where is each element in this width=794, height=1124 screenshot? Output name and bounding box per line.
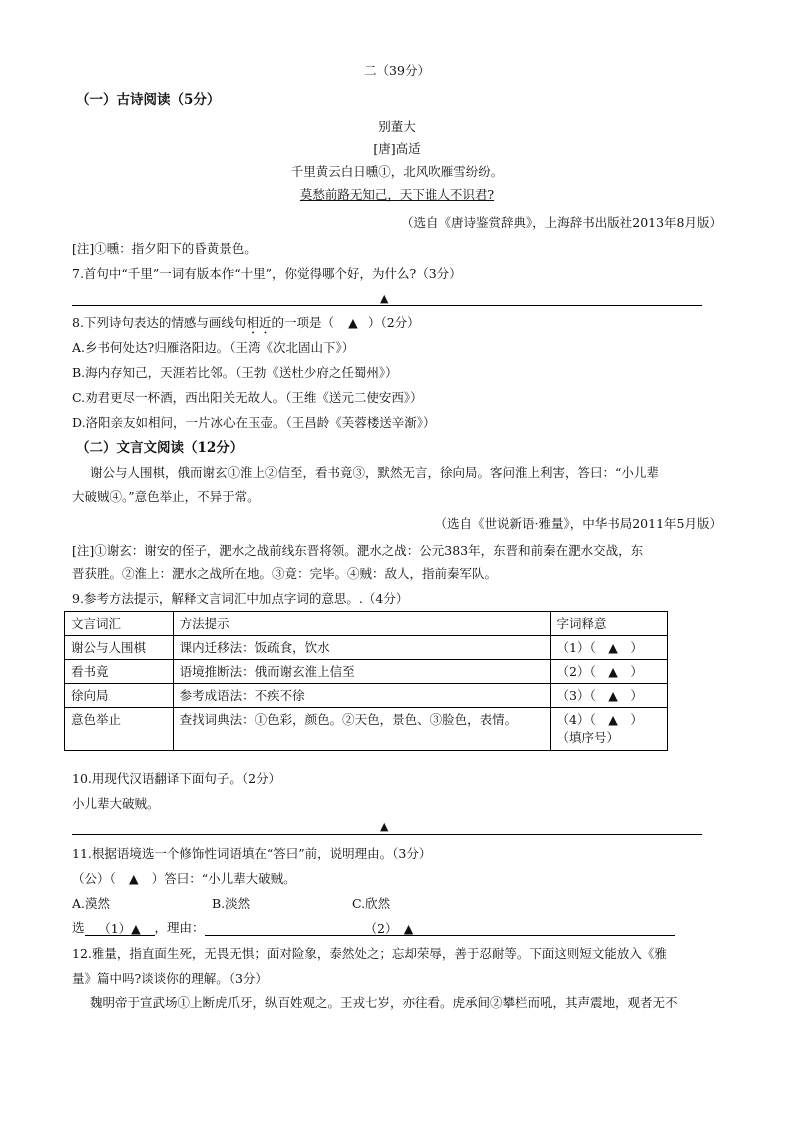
question-11: 11.根据语境选一个修饰性词语填在“答曰”前，说明理由。（3分） — [72, 846, 432, 861]
poem-line-1: 千里黄云白日曛①，北风吹雁雪纷纷。 — [290, 164, 504, 179]
table-row — [65, 660, 668, 684]
poem-line-2-underlined: 莫愁前路无知己，天下谁人不识君? — [299, 187, 495, 202]
table-cell-answer[interactable]: （2）（ ▲ ） — [550, 660, 667, 684]
question-12-line-1: 12.雅量，指直面生死，无畏无惧；面对险象，泰然处之；忘却荣辱，善于忍耐等。下面这则短文能放入《雅 — [72, 946, 667, 961]
fill-in-hint: （填序号） — [556, 730, 620, 745]
part2-heading: （二）文言文阅读（12分） — [76, 440, 244, 456]
table-cell-answer[interactable] — [550, 708, 667, 751]
table-cell-word: 谢公与人围棋 — [65, 636, 174, 660]
table-header: 方法提示 — [173, 612, 550, 636]
q12-passage: 魏明帝于宣武场①上断虎爪牙，纵百姓观之。王戎七岁，亦往看。虎承间②攀栏而吼，其声震地，观者无不 — [90, 995, 678, 1010]
poem-title: 别董大 — [378, 119, 416, 134]
answer-line-q10[interactable] — [72, 834, 702, 835]
table-cell-word: 看书竟 — [65, 660, 174, 684]
q10-sentence: 小儿辈大破贼。 — [72, 796, 160, 811]
q11-answer-blank[interactable]: ▲ — [128, 871, 139, 886]
q8-text-c: ）（2分） — [367, 315, 420, 330]
passage-line-1: 谢公与人围棋，俄而谢玄①淮上②信至，看书竟③，默然无言，徐向局。客问淮上利害，答曰：“小儿辈 — [90, 465, 659, 480]
table-cell-hint: 参考成语法：不疾不徐 — [173, 684, 550, 708]
passage-source: （选自《世说新语·雅量》，中华书局2011年5月版） — [434, 516, 722, 531]
q11-reason-label: ，理由： — [154, 920, 205, 935]
q8-option-a: A.乡书何处达?归雁洛阳边。（王湾《次北固山下》） — [72, 340, 355, 355]
answer-mark-q7: ▲ — [380, 292, 389, 305]
q8-text-b: 的一项是（ — [271, 315, 334, 330]
q11-text-b: ）答曰：“小儿辈大破贼。 — [151, 871, 296, 886]
poem-source: （选自《唐诗鉴赏辞典》，上海辞书出版社2013年8月版） — [400, 215, 722, 230]
q11-choice-blank[interactable]: （1）▲ — [85, 921, 155, 936]
q11-choose-label: 选 — [72, 920, 85, 935]
table-cell-hint: 课内迁移法：饭疏食，饮水 — [173, 636, 550, 660]
q11-option-c: C.欣然 — [352, 896, 391, 911]
q11-option-a: A.漠然 — [72, 896, 111, 911]
answer-mark-q10: ▲ — [380, 820, 389, 833]
question-7: 7.首句中“千里”一词有版本作“十里”，你觉得哪个好，为什么?（3分） — [72, 266, 462, 281]
table-row — [65, 708, 668, 751]
passage-line-2: 大破贼④。”意色举止，不异于常。 — [72, 489, 260, 504]
q11-sentence — [72, 871, 296, 887]
table-cell-word: 意色举止 — [65, 708, 174, 751]
section-header: 二（39分） — [364, 63, 430, 78]
passage-note-1: [注]①谢玄：谢安的侄子，淝水之战前线东晋将领。淝水之战：公元383年，东晋和前秦在淝水交战，东 — [72, 543, 644, 558]
table-cell-hint: 语境推断法：俄而谢玄淮上信至 — [173, 660, 550, 684]
table-cell-word: 徐向局 — [65, 684, 174, 708]
q11-answer-line — [72, 920, 675, 936]
table-cell-hint: 查找词典法：①色彩，颜色。②天色，景色、③脸色，表情。 — [173, 708, 550, 751]
q8-option-b: B.海内存知己，天涯若比邻。（王勃《送杜少府之任蜀州》） — [72, 365, 398, 380]
poem-author: [唐]高适 — [373, 141, 421, 156]
method-table — [64, 611, 668, 751]
answer-line-q7[interactable] — [72, 305, 702, 306]
table-header: 文言词汇 — [65, 612, 174, 636]
q8-option-c: C.劝君更尽一杯酒，西出阳关无故人。（王维《送元二使安西》） — [72, 390, 423, 405]
answer-slot: （4）（ ▲ ） — [556, 712, 643, 727]
poem-note: [注]①曛：指夕阳下的昏黄景色。 — [72, 241, 257, 256]
q11-reason-blank[interactable] — [205, 921, 675, 936]
table-row — [65, 636, 668, 660]
part1-heading: （一）古诗阅读（5分） — [76, 92, 221, 108]
q11-text-a: （公）（ — [72, 871, 116, 886]
question-9: 9.参考方法提示，解释文言词汇中加点字词的意思。.（4分） — [72, 591, 409, 606]
passage-note-2: 晋获胜。②淮上：淝水之战所在地。③竟：完毕。④贼：敌人，指前秦军队。 — [72, 566, 498, 581]
question-8 — [72, 315, 420, 337]
table-header: 字词释意 — [550, 612, 667, 636]
question-12-line-2: 量》篇中吗?谈谈你的理解。（3分） — [72, 971, 268, 986]
q8-text-a: 8.下列诗句表达的情感与画线句 — [72, 315, 247, 330]
q8-dotted-word: 相近 — [246, 315, 272, 330]
q11-reason-slot: （2） ▲ — [364, 921, 414, 936]
question-10: 10.用现代汉语翻译下面句子。（2分） — [72, 771, 282, 786]
q11-option-b: B.淡然 — [212, 896, 251, 911]
table-cell-answer[interactable]: （1）（ ▲ ） — [550, 636, 667, 660]
table-header-row — [65, 612, 668, 636]
q8-answer-blank[interactable]: ▲ — [348, 315, 358, 330]
table-row — [65, 684, 668, 708]
table-cell-answer[interactable]: （3）（ ▲ ） — [550, 684, 667, 708]
q8-option-d: D.洛阳亲友如相问，一片冰心在玉壶。（王昌龄《芙蓉楼送辛渐》） — [72, 415, 436, 430]
